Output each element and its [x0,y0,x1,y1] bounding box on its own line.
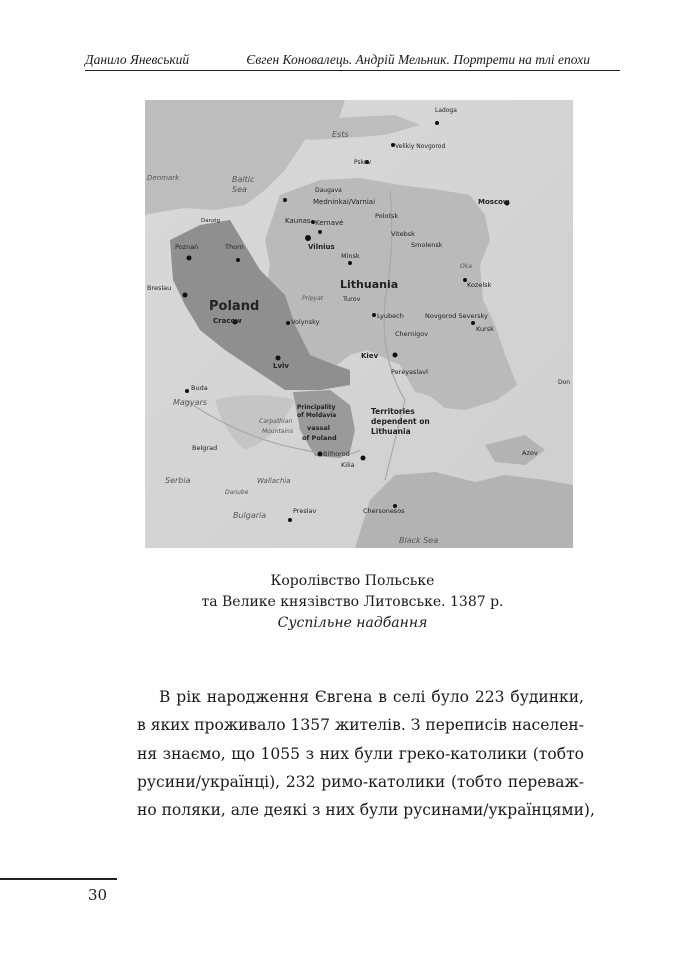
body-line: но поляки, але деякі з них були русинами/українцями), [137,801,595,820]
header-rule [85,70,620,71]
map-label-carpathian: Carpathian [259,418,293,425]
map-label-danzig: Danzig [201,218,220,224]
map-label-magyars: Magyars [173,398,207,407]
map-label-velikiy-novgorod: Velikiy Novgorod [395,143,446,150]
map-label-don: Don [558,379,571,386]
map-label-kilia: Kilia [341,461,355,469]
map-label-kiev: Kiev [361,352,379,360]
map-label-chersonesos: Chersonesos [363,507,405,515]
historical-map-image [145,100,573,548]
map-label-bulgaria: Bulgaria [233,511,267,520]
map-label-bilhorod: Bilhorod [323,450,350,458]
map-label-wallachia: Wallachia [257,477,291,485]
body-paragraph [137,683,595,824]
map-label-denmark: Denmark [147,174,180,182]
map-label-poland: Poland [209,299,260,314]
body-line: в яких проживало 1357 жителів. З переписів населен- [137,716,584,735]
map-label-vitebsk: Vitebsk [391,230,415,238]
map-label-daugava: Daugava [315,187,342,194]
footer-rule [0,878,117,880]
map-label-novgorod-seversky: Novgorod Seversky [425,312,488,320]
caption-line-2: та Велике князівство Литовське. 1387 р. [201,594,504,610]
map-label-pskov: Pskov [354,159,372,166]
body-line: В рік народження Євгена в селі було 223 будинки, [159,688,584,706]
map-label-principality: Principality [297,404,336,411]
map-label-poznan: Poznań [175,243,199,251]
map-label-oka: Oka [460,263,472,270]
map-label-mountains: Mountains [262,428,294,435]
map-label-black-sea: Black Sea [399,536,439,545]
map-label-smolensk: Smolensk [411,241,443,249]
map-label-pereyaslavl: Pereyaslavl [391,368,428,376]
map-label-kaunas: Kaunas [285,217,311,225]
map-label-baltic-sea-2: Sea [232,185,247,194]
map-label-kernave: Kernavė [315,219,344,227]
map-label-vilnius: Vilnius [308,243,335,251]
map-label-of-poland: of Poland [302,434,337,442]
caption-line-1: Королівство Польське [270,573,435,589]
map-label-kozelsk: Kozelsk [467,281,492,289]
map-label-ests: Ests [332,130,349,139]
map-label-medninkai: Medninkai/Varniai [313,198,376,206]
caption-credit: Суспільне надбання [277,615,428,631]
map-label-pripyat: Pripyat [302,295,324,302]
header-book-title: Євген Коновалець. Андрій Мельник. Портрети на тлі епохи [246,52,590,67]
map-label-cracow: Cracow [213,317,242,325]
map-label-of-moldavia: of Moldavia [297,412,337,419]
map-label-moscow: Moscow [478,198,510,206]
map-label-kursk: Kursk [476,325,494,333]
map-label-thorn: Thorn [225,243,244,251]
map-label-dependent-lithuania: Lithuania [371,427,411,436]
map-label-lithuania: Lithuania [340,278,399,291]
figure-caption [85,571,620,634]
map-label-lyubech: Lyubech [377,312,404,320]
map-label-breslau: Breslau [147,284,172,292]
map-label-belgrad: Belgrad [192,444,218,452]
map-label-turov: Turov [343,295,361,303]
map-label-buda: Buda [191,384,208,392]
map-label-preslav: Preslav [293,507,317,515]
map-label-lviv: Lviv [273,362,289,370]
map-label-ladoga: Ladoga [435,107,457,114]
map-label-chernigov: Chernigov [395,330,429,338]
map-label-minsk: Minsk [341,252,360,260]
map-label-azov: Azov [522,449,538,457]
map-label-baltic-sea: Baltic [232,175,255,184]
map-label-serbia: Serbia [165,476,191,485]
map-label-territories: Territories [371,407,415,416]
map-label-polotsk: Polotsk [375,212,399,220]
map-label-danube: Danube [225,489,249,496]
header-author: Данило Яневський [85,52,190,67]
map-label-volynsky: Volynsky [291,318,320,326]
body-line: ня знаємо, що 1055 з них були греко-католики (тобто [137,744,584,763]
map-label-vassal: vassal [307,424,330,432]
page-number: 30 [88,886,108,904]
body-line: русини/українці), 232 римо-католики (тобто переваж- [137,772,584,791]
running-header [85,52,620,72]
map-label-dependent-on: dependent on [371,417,430,426]
